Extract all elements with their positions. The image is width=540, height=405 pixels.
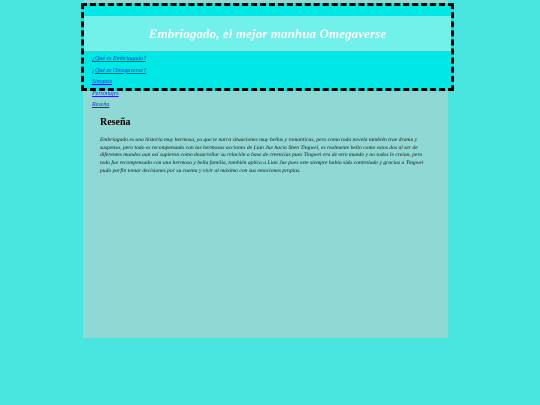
review-body: Embriagado es una historia muy hermosa, ya que te narra situaciones muy bellas y romanticas, pero como toda novela también trae drama y suspenso, pero todo es recompensado con las hermosas acciones de Lian Jue hacia Shen Tingwei, es realmente bello como estos dos al ser de diferentes mundos aun así supieron como desarrollar su relación a base de creencias pues Tingwei era de otro mundo y no todos le creían, pero todo fue recompensado con una hermosa y bella familia, también aplica a Lian Jue pues este siempre había sido controlado y gracias a Tingwei pudo porfin tomar decisiones por su cuenta y vivir al máximo con sus emociones propias. [100, 137, 424, 174]
nav-link-resena[interactable]: Reseña [92, 102, 110, 109]
review-section [100, 117, 428, 176]
site-header [81, 3, 454, 109]
nav-link-personajes[interactable]: Personajes [92, 90, 119, 97]
site-title: Embriagado, el mejor manhua Omegaverse [148, 25, 387, 41]
nav-menu [92, 52, 146, 110]
nav-link-sinopsis[interactable]: Sinopsis [92, 79, 113, 86]
title-band [84, 16, 451, 51]
nav-link-que-es-embriagado[interactable]: ¿Qué es Embriagado? [92, 56, 146, 62]
nav-link-que-es-omegaverse[interactable]: ¿Qué es Omegaverse? [92, 67, 146, 74]
review-heading: Reseña [100, 117, 131, 128]
